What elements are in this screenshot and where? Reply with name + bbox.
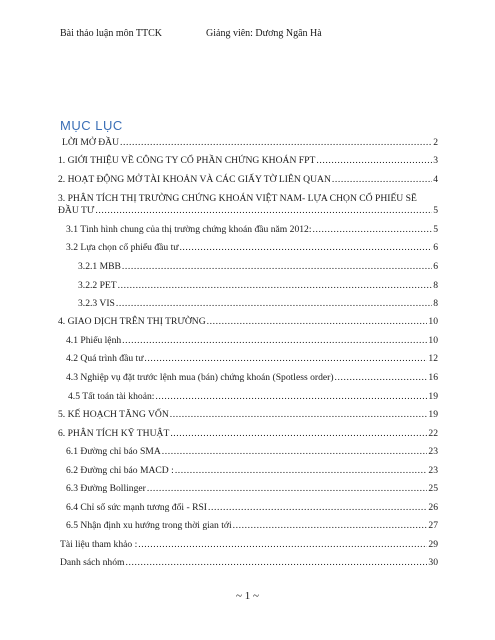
toc-leader (313, 224, 433, 236)
toc-entry-text: 4.2 Quá trình đầu tư (66, 353, 144, 364)
toc-leader (144, 353, 427, 365)
toc-entry-page: 30 (428, 557, 438, 568)
toc-entry[interactable] (58, 428, 438, 440)
toc-entry-text: 6.2 Đường chỉ báo MACD : (66, 465, 174, 476)
toc-entry-page: 27 (428, 520, 438, 531)
toc-entry-page: 5 (433, 205, 438, 216)
toc-entry-text: 3.2.1 MBB (78, 261, 121, 272)
toc-entry[interactable] (66, 353, 438, 365)
toc-leader (316, 155, 432, 167)
toc-leader (170, 409, 428, 421)
toc-entry-text: 6.3 Đường Bollinger (66, 483, 146, 494)
toc-entry-text: 4.5 Tất toán tài khoản: (68, 391, 155, 402)
toc-entry[interactable] (58, 174, 438, 186)
toc-leader (207, 316, 428, 328)
page-number: ~ 1 ~ (236, 590, 259, 602)
toc-leader (138, 539, 427, 551)
toc-entry-page: 10 (428, 335, 438, 346)
toc-leader (147, 483, 428, 495)
toc-entry-text: 5. KẾ HOẠCH TĂNG VỐN (58, 409, 169, 420)
toc-entry-page: 25 (428, 483, 438, 494)
toc-entry-page: 8 (433, 280, 438, 291)
toc-entry-text: 1. GIỚI THIỆU VỀ CÔNG TY CỔ PHẦN CHỨNG KHOÁN FPT (58, 155, 316, 166)
toc-leader (162, 446, 428, 458)
toc-leader (332, 174, 432, 186)
toc-leader (208, 502, 427, 514)
toc-entry-page: 16 (428, 372, 438, 383)
toc-entry-text: 6.1 Đường chỉ báo SMA (66, 446, 161, 457)
header-course: Bài thảo luận môn TTCK (60, 28, 163, 39)
toc-entry-text: 2. HOẠT ĐỘNG MỞ TÀI KHOẢN VÀ CÁC GIẤY TỜ LIÊN QUAN (58, 174, 331, 185)
toc-entry-text: 3.2 Lựa chọn cổ phiếu đầu tư (66, 242, 179, 253)
toc-entry[interactable] (58, 316, 438, 328)
toc-entry-page: 6 (433, 242, 438, 253)
toc-entry-page: 5 (433, 224, 438, 235)
toc-leader (175, 465, 428, 477)
toc-entry-text-line1: 3. PHÂN TÍCH THỊ TRƯỜNG CHỨNG KHOÁN VIỆT NAM- LỰA CHỌN CỔ PHIẾU SẼ (58, 193, 417, 204)
toc-entry-page: 23 (428, 465, 438, 476)
toc-entry-page: 29 (428, 539, 438, 550)
toc-entry[interactable] (58, 409, 438, 421)
toc-leader (116, 298, 432, 310)
toc-entry-text: 6.4 Chỉ số sức mạnh tương đối - RSI (66, 502, 207, 513)
toc-leader (179, 242, 432, 254)
toc-entry[interactable] (66, 446, 438, 458)
toc-entry-text: 4.3 Nghiệp vụ đặt trước lệnh mua (bán) chứng khoán (Spotless order) (66, 372, 334, 383)
toc-entry[interactable] (66, 335, 438, 347)
toc-entry-page: 10 (428, 316, 438, 327)
toc-entry[interactable] (66, 520, 438, 532)
toc-entry-page: 26 (428, 502, 438, 513)
toc-entry[interactable] (66, 372, 438, 384)
toc-leader (118, 280, 433, 292)
toc-entry-text: 3.1 Tình hình chung của thị trường chứng khoán đầu năm 2012: (66, 224, 312, 235)
toc-entry-page: 19 (428, 391, 438, 402)
toc-entry[interactable] (66, 242, 438, 254)
toc-title: MỤC LỤC (60, 118, 123, 133)
toc-leader (170, 428, 427, 440)
toc-entry-text: ĐẦU TƯ (58, 205, 95, 216)
toc-entry[interactable] (60, 539, 438, 551)
toc-leader (120, 137, 432, 149)
toc-entry[interactable] (66, 502, 438, 514)
toc-entry[interactable] (66, 224, 438, 236)
toc-entry-first-line (58, 193, 436, 205)
toc-entry[interactable] (78, 298, 438, 310)
toc-entry-text: 6. PHÂN TÍCH KỸ THUẬT (58, 428, 170, 439)
toc-entry[interactable] (78, 261, 438, 273)
toc-entry-text: Danh sách nhóm (60, 557, 125, 568)
toc-leader (122, 261, 432, 273)
toc-leader (155, 391, 427, 403)
toc-entry[interactable] (58, 205, 438, 217)
toc-entry[interactable] (60, 557, 438, 569)
toc-leader (95, 205, 432, 217)
toc-entry-text: LỜI MỞ ĐẦU (62, 137, 120, 148)
toc-entry-page: 2 (433, 137, 438, 148)
toc-entry-text: 4.1 Phiếu lệnh (66, 335, 122, 346)
toc-entry-text: 3.2.2 PET (78, 280, 117, 291)
toc-leader (233, 520, 428, 532)
toc-entry-page: 22 (428, 428, 438, 439)
toc-entry-page: 4 (433, 174, 438, 185)
toc-entry[interactable] (78, 280, 438, 292)
toc-entry[interactable] (58, 155, 438, 167)
toc-entry-page: 12 (428, 353, 438, 364)
toc-entry[interactable] (68, 391, 438, 403)
header-lecturer: Giảng viên: Dương Ngân Hà (206, 28, 322, 39)
toc-entry-page: 23 (428, 446, 438, 457)
toc-entry-page: 6 (433, 261, 438, 272)
toc-leader (122, 335, 427, 347)
toc-leader (335, 372, 428, 384)
toc-entry[interactable] (66, 483, 438, 495)
toc-entry-page: 8 (433, 298, 438, 309)
toc-entry-text: Tài liệu tham khảo : (60, 539, 138, 550)
toc-entry[interactable] (62, 137, 438, 149)
toc-entry-page: 3 (433, 155, 438, 166)
toc-entry-text: 6.5 Nhận định xu hướng trong thời gian tới (66, 520, 232, 531)
toc-entry-text: 4. GIAO DỊCH TRÊN THỊ TRƯỜNG (58, 316, 206, 327)
toc-entry-page: 19 (428, 409, 438, 420)
toc-leader (125, 557, 427, 569)
toc-entry-text: 3.2.3 VIS (78, 298, 115, 309)
toc-entry[interactable] (66, 465, 438, 477)
